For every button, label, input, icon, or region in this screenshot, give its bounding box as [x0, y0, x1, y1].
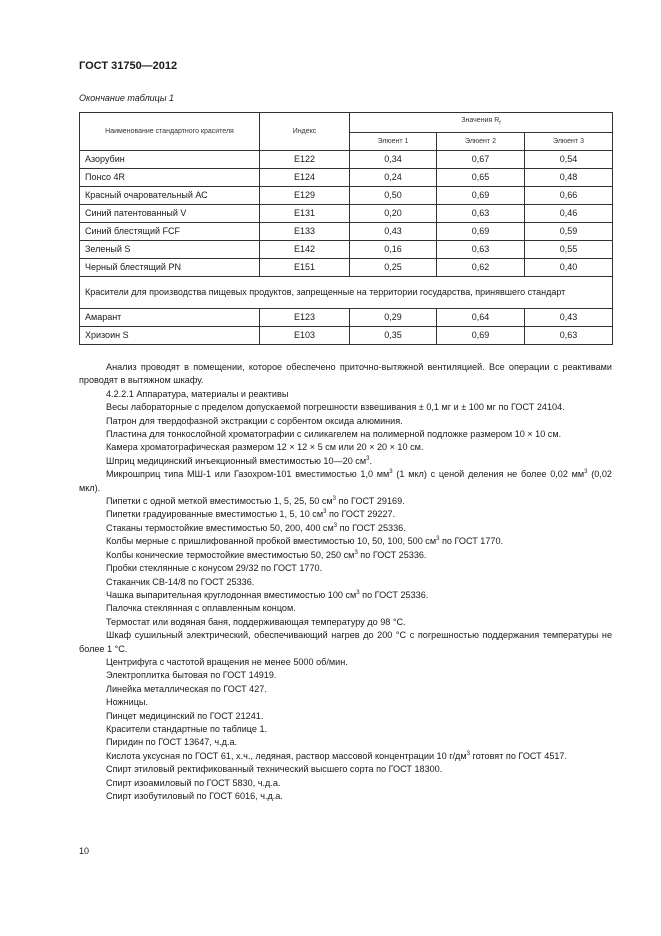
cell-name: Понсо 4R [80, 169, 260, 187]
paragraph: Ножницы. [106, 697, 148, 708]
cell-v1: 0,34 [350, 151, 437, 169]
table-row [80, 309, 613, 327]
paragraph: Пиридин по ГОСТ 13647, ч.д.а. [106, 737, 238, 748]
table-row [80, 327, 613, 345]
cell-name: Черный блестящий PN [80, 259, 260, 277]
paragraph: Кислота уксусная по ГОСТ 61, х.ч., ледяная, раствор массовой концентрации 10 $г/дм^3$ готовят по ГОСТ 4517. [106, 750, 568, 761]
table-row [80, 151, 613, 169]
cell-v1: 0,24 [350, 169, 437, 187]
paragraph: Палочка стеклянная с оплавленным концом. [106, 603, 296, 614]
header-rf-label: Значения R [461, 117, 500, 125]
paragraph: Пипетки с одной меткой вместимостью 1, 5, 25, 50 $см^3$ по ГОСТ 29169. [106, 496, 405, 507]
paragraph: Спирт этиловый ректификованный технический высшего сорта по ГОСТ 18300. [106, 764, 443, 775]
page-number: 10 [79, 846, 90, 856]
cell-v2: 0,67 [437, 151, 525, 169]
cell-name: Синий блестящий FCF [80, 223, 260, 241]
paragraph: Стаканы термостойкие вместимостью 50, 200, 400 $см^3$ по ГОСТ 25336. [106, 522, 406, 533]
cell-v3: 0,48 [525, 169, 613, 187]
paragraph: Электроплитка бытовая по ГОСТ 14919. [106, 670, 277, 681]
cell-v2: 0,65 [437, 169, 525, 187]
cell-v1: 0,25 [350, 259, 437, 277]
paragraph: Пинцет медицинский по ГОСТ 21241. [106, 710, 264, 721]
paragraph: 4.2.2.1 Аппаратура, материалы и реактивы [106, 388, 289, 399]
paragraph: Пластина для тонкослойной хроматографии с силикагелем на полимерной подложке размером 10 × 10 см. [106, 429, 562, 440]
paragraph: Микрошприц типа МШ-1 или Газохром-101 вместимостью 1,0 $мм^3$ (1 мкл) с ценой деления не более 0,02 $мм^3$ (0,02 мкл). [79, 469, 612, 493]
paragraph: Чашка выпарительная круглодонная вместимостью 100 $см^3$ по ГОСТ 25336. [106, 589, 429, 600]
table-caption: Окончание таблицы 1 [79, 93, 174, 103]
cell-index: E131 [260, 205, 350, 223]
cell-v1: 0,50 [350, 187, 437, 205]
cell-index: E151 [260, 259, 350, 277]
document-header: ГОСТ 31750—2012 [79, 60, 178, 72]
header-eluent-2: Элюент 2 [437, 133, 525, 151]
cell-index: E123 [260, 309, 350, 327]
body-text [79, 361, 612, 803]
cell-v3: 0,63 [525, 327, 613, 345]
header-eluent-3: Элюент 3 [525, 133, 613, 151]
cell-index: E124 [260, 169, 350, 187]
table-row [80, 169, 613, 187]
cell-v2: 0,62 [437, 259, 525, 277]
cell-v1: 0,35 [350, 327, 437, 345]
cell-v1: 0,20 [350, 205, 437, 223]
header-eluent-1: Элюент 1 [350, 133, 437, 151]
cell-index: E129 [260, 187, 350, 205]
cell-name: Зеленый S [80, 241, 260, 259]
cell-index: E122 [260, 151, 350, 169]
cell-v2: 0,64 [437, 309, 525, 327]
header-name-label: Наименование стандартного красителя [105, 128, 234, 135]
table-row [80, 223, 613, 241]
cell-v3: 0,43 [525, 309, 613, 327]
cell-index: E103 [260, 327, 350, 345]
cell-v1: 0,29 [350, 309, 437, 327]
table-row [80, 187, 613, 205]
paragraph: Колбы конические термостойкие вместимостью 50, 250 $см^3$ по ГОСТ 25336. [106, 549, 427, 560]
paragraph: Весы лабораторные с пределом допускаемой погрешности взвешивания ± 0,1 мг и ± 100 мг по ГОСТ 24104. [106, 402, 565, 413]
paragraph: Шкаф сушильный электрический, обеспечивающий нагрев до 200 °С с погрешностью поддержания температуры не более 1 °С. [79, 630, 612, 654]
table-group-row [80, 277, 613, 309]
paragraph: Пипетки градуированные вместимостью 1, 5, 10 $см^3$ по ГОСТ 29227. [106, 509, 396, 520]
paragraph: Шприц медицинский инъекционный вместимостью 10—20 $см^3$. [106, 455, 372, 466]
cell-name: Красный очаровательный АС [80, 187, 260, 205]
cell-v2: 0,69 [437, 327, 525, 345]
paragraph: Красители стандартные по таблице 1. [106, 723, 268, 734]
paragraph: Линейка металлическая по ГОСТ 427. [106, 683, 267, 694]
rf-values-table [79, 112, 613, 345]
header-index-label: Индекс [292, 128, 317, 135]
cell-index: E133 [260, 223, 350, 241]
cell-index: E142 [260, 241, 350, 259]
paragraph: Анализ проводят в помещении, которое обеспечено приточно-вытяжной вентиляцией. Все операции с реактивами проводят в вытяжном шкафу. [79, 362, 612, 386]
paragraph: Термостат или водяная баня, поддерживающая температуру до 98 °С. [106, 616, 406, 627]
paragraph: Камера хроматографическая размером 12 × 12 × 5 см или 20 × 20 × 10 см. [106, 442, 424, 453]
cell-v3: 0,66 [525, 187, 613, 205]
table-row [80, 241, 613, 259]
table-row [80, 205, 613, 223]
header-index [260, 113, 350, 151]
table-row [80, 259, 613, 277]
cell-v3: 0,54 [525, 151, 613, 169]
cell-v3: 0,46 [525, 205, 613, 223]
paragraph: Пробки стеклянные с конусом 29/32 по ГОСТ 1770. [106, 563, 323, 574]
cell-v1: 0,16 [350, 241, 437, 259]
cell-name: Амарант [80, 309, 260, 327]
cell-v2: 0,69 [437, 223, 525, 241]
cell-v3: 0,55 [525, 241, 613, 259]
cell-name: Синий патентованный V [80, 205, 260, 223]
paragraph: Спирт изобутиловый по ГОСТ 6016, ч.д.а. [106, 791, 283, 801]
paragraph: Центрифуга с частотой вращения не менее 5000 об/мин. [106, 656, 348, 667]
paragraph: Спирт изоамиловый по ГОСТ 5830, ч.д.а. [106, 777, 281, 788]
cell-name: Азорубин [80, 151, 260, 169]
cell-name: Хризоин S [80, 327, 260, 345]
paragraph: Патрон для твердофазной экстракции с сорбентом оксида алюминия. [106, 415, 403, 426]
cell-v2: 0,63 [437, 205, 525, 223]
cell-v2: 0,63 [437, 241, 525, 259]
cell-v3: 0,59 [525, 223, 613, 241]
paragraph: Колбы мерные с пришлифованной пробкой вместимостью 10, 50, 100, 500 $см^3$ по ГОСТ 1770. [106, 536, 504, 547]
header-rf [350, 113, 613, 133]
group-label: Красители для производства пищевых продуктов, запрещенные на территории государства, принявшего стандарт [80, 277, 613, 309]
header-rf-subscript: f [499, 120, 501, 127]
paragraph: Стаканчик СВ-14/8 по ГОСТ 25336. [106, 576, 255, 587]
cell-v1: 0,43 [350, 223, 437, 241]
cell-v2: 0,69 [437, 187, 525, 205]
header-name [80, 113, 260, 151]
cell-v3: 0,40 [525, 259, 613, 277]
table-header-row [80, 113, 613, 133]
